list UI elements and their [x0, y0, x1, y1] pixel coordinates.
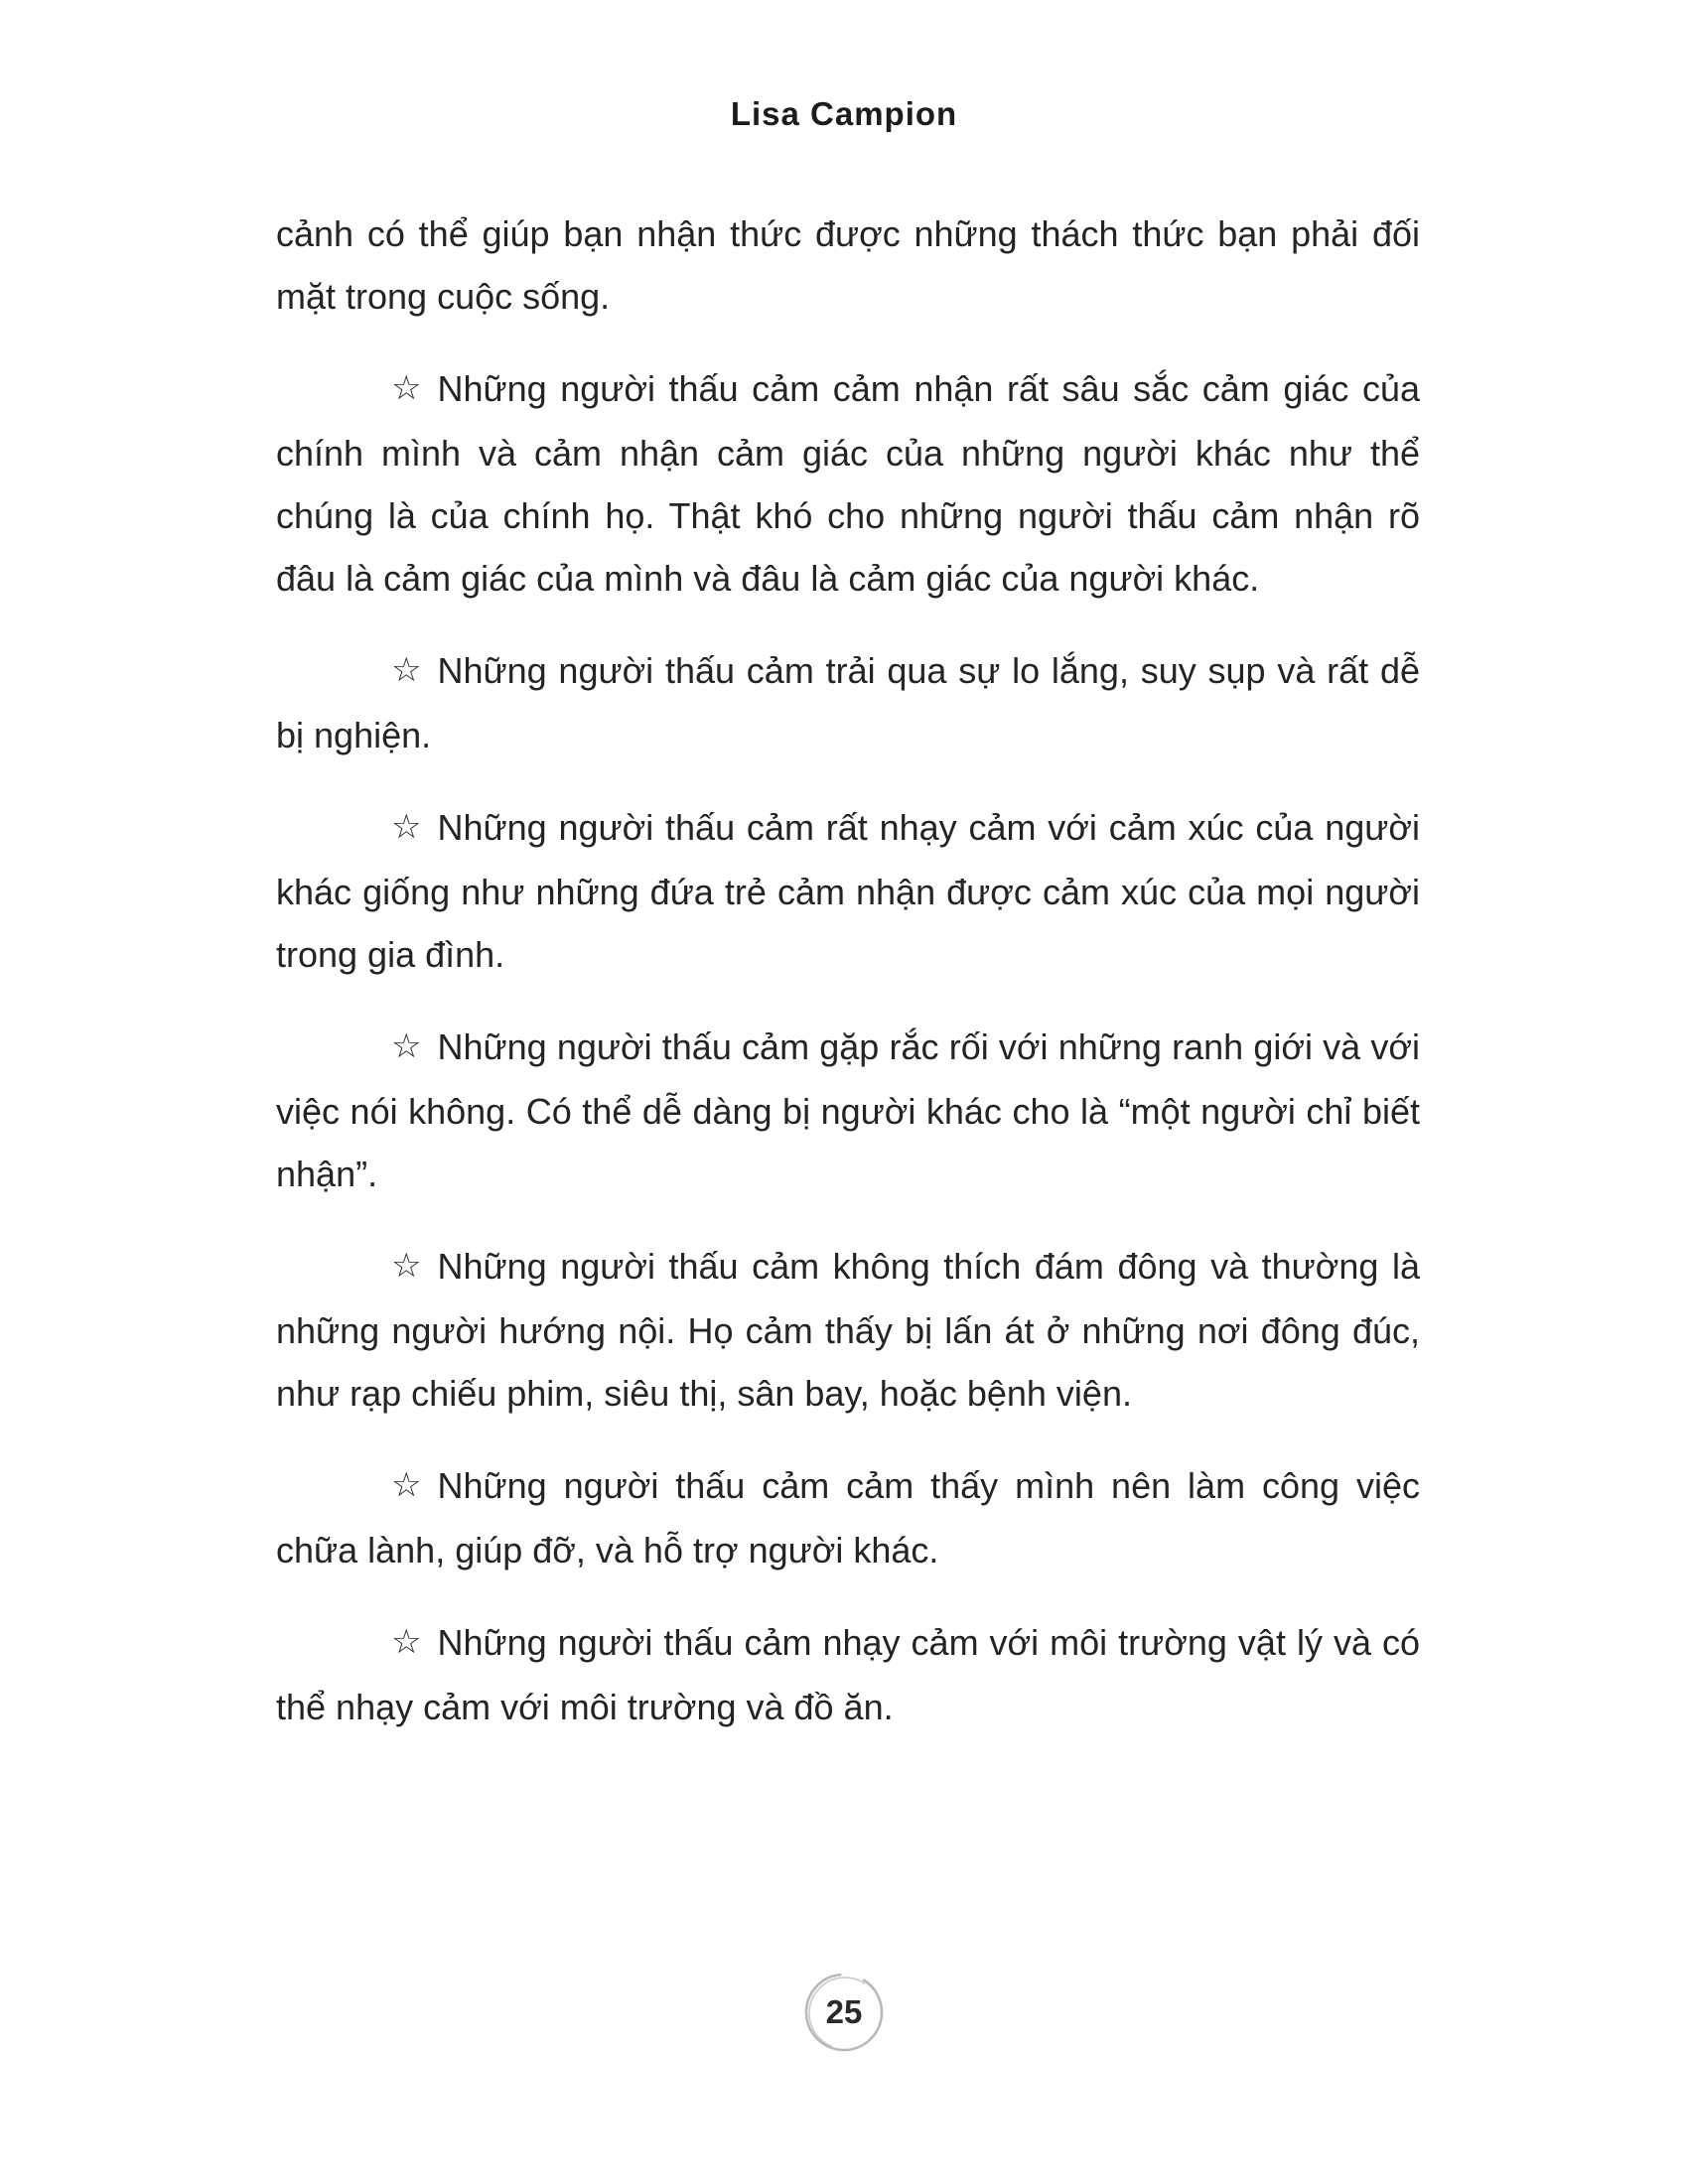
- page-body-text: [276, 203, 1420, 1738]
- bullet-item: [276, 639, 1420, 766]
- bullet-item: [276, 796, 1420, 986]
- bullet-item: [276, 1016, 1420, 1205]
- star-bullet-icon: ☆: [391, 1247, 422, 1285]
- star-bullet-icon: ☆: [391, 808, 422, 846]
- page-number-badge: [798, 1970, 890, 2055]
- bullet-text: Những người thấu cảm gặp rắc rối với những ranh giới và với việc nói không. Có thể dễ dàng bị người khác cho là “một người chỉ biết nhận”.: [276, 1026, 1420, 1194]
- bullet-text: Những người thấu cảm nhạy cảm với môi trường vật lý và có thể nhạy cảm với môi trường và đồ ăn.: [276, 1622, 1420, 1727]
- bullet-text: Những người thấu cảm rất nhạy cảm với cảm xúc của người khác giống như những đứa trẻ cảm nhận được cảm xúc của mọi người trong gia đình.: [276, 807, 1420, 975]
- bullet-text: Những người thấu cảm cảm nhận rất sâu sắc cảm giác của chính mình và cảm nhận cảm giác của những người khác như thể chúng là của chính họ. Thật khó cho những người thấu cảm nhận rõ đâu là cảm giác của mình và đâu là cảm giác của người khác.: [276, 368, 1420, 599]
- bullet-text: Những người thấu cảm không thích đám đông và thường là những người hướng nội. Họ cảm thấy bị lấn át ở những nơi đông đúc, như rạp chiếu phim, siêu thị, sân bay, hoặc bệnh viện.: [276, 1246, 1420, 1414]
- star-bullet-icon: ☆: [391, 369, 422, 407]
- bullet-text: Những người thấu cảm cảm thấy mình nên làm công việc chữa lành, giúp đỡ, và hỗ trợ người khác.: [276, 1465, 1420, 1570]
- bullet-item: [276, 1235, 1420, 1425]
- bullet-item: [276, 1611, 1420, 1738]
- bullet-item: [276, 1454, 1420, 1581]
- star-bullet-icon: ☆: [391, 1466, 422, 1504]
- star-bullet-icon: ☆: [391, 1027, 422, 1065]
- bullet-item: [276, 357, 1420, 610]
- page-header-author: Lisa Campion: [730, 95, 958, 132]
- page-footer: [0, 1970, 1688, 2055]
- star-bullet-icon: ☆: [391, 651, 422, 689]
- intro-paragraph: cảnh có thể giúp bạn nhận thức được những thách thức bạn phải đối mặt trong cuộc sống.: [276, 213, 1420, 317]
- star-bullet-icon: ☆: [391, 1623, 422, 1661]
- page-number: 25: [825, 1993, 863, 2030]
- bullet-text: Những người thấu cảm trải qua sự lo lắng, suy sụp và rất dễ bị nghiện.: [276, 650, 1420, 755]
